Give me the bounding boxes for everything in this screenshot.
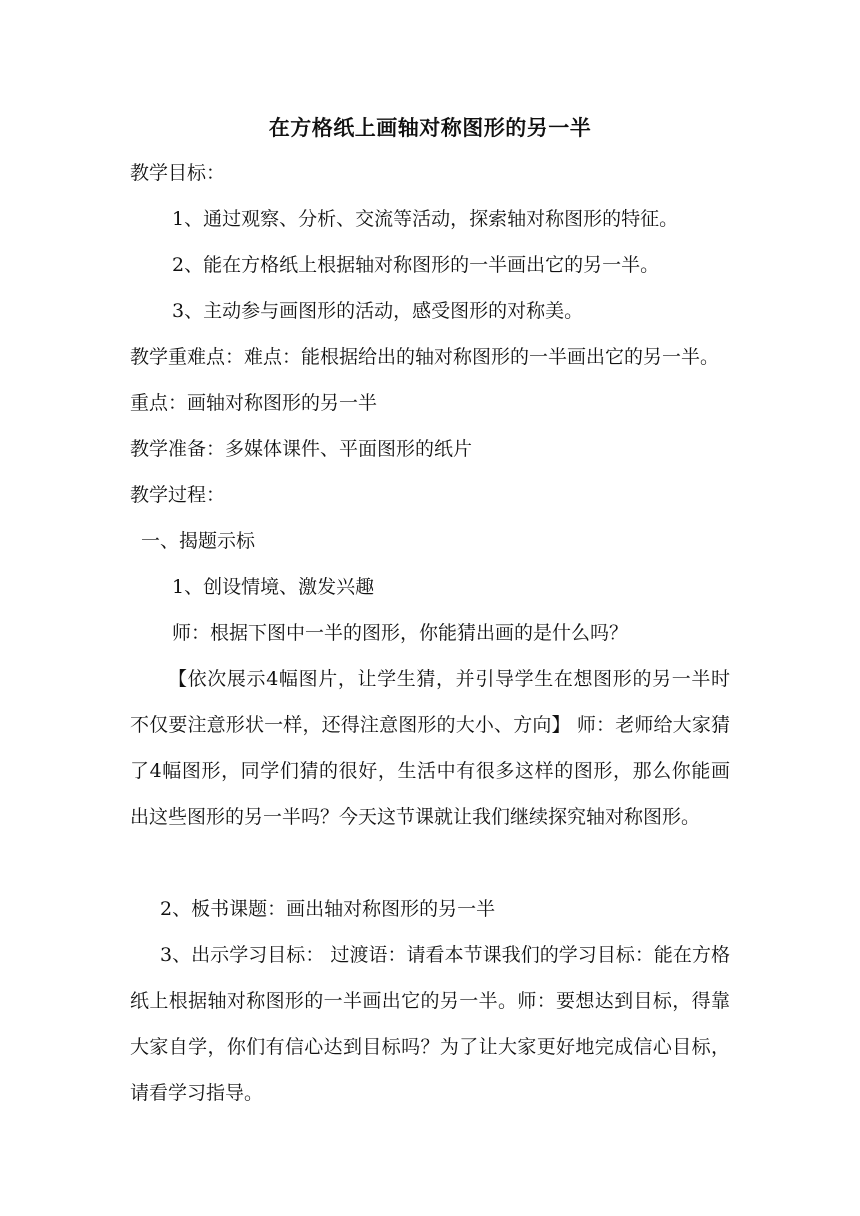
step2-line: 2、板书课题：画出轴对称图形的另一半 [160,898,496,920]
teacher-question-line: 师：根据下图中一半的图形，你能猜出画的是什么吗？ [172,622,629,644]
document-title: 在方格纸上画轴对称图形的另一半 [268,115,592,140]
objective-item-1: 1、通过观察、分析、交流等活动，探索轴对称图形的特征。 [172,208,679,230]
step1-line: 1、创设情境、激发兴趣 [172,576,375,598]
step3-paragraph: 3、出示学习目标： 过渡语：请看本节课我们的学习目标：能在方格纸上根据轴对称图形的一半画出它的另一半。师：要想达到目标，得靠大家自学，你们有信心达到目标吗？为了让大家更好地完成信心目标，请看学习指导。 [130,944,730,1104]
objectives-heading: 教学目标： [130,162,226,184]
objective-item-2: 2、能在方格纸上根据轴对称图形的一半画出它的另一半。 [172,254,660,276]
preparation-line: 教学准备：多媒体课件、平面图形的纸片 [130,438,473,460]
key-point-line: 重点：画轴对称图形的另一半 [130,392,378,414]
process-heading: 教学过程： [130,484,226,506]
section1-heading: 一、揭题示标 [141,530,256,552]
objective-item-3: 3、主动参与画图形的活动，感受图形的对称美。 [172,300,584,322]
display-paragraph: 【依次展示4幅图片，让学生猜，并引导学生在想图形的另一半时不仅要注意形状一样，还得注意图形的大小、方向】 师：老师给大家猜了4幅图形，同学们猜的很好，生活中有很多这样的图形，那么你能画出这些图形的另一半吗？今天这节课就让我们继续探究轴对称图形。 [130,668,730,828]
key-difficult-line: 教学重难点：难点：能根据给出的轴对称图形的一半画出它的另一半。 [130,346,720,368]
